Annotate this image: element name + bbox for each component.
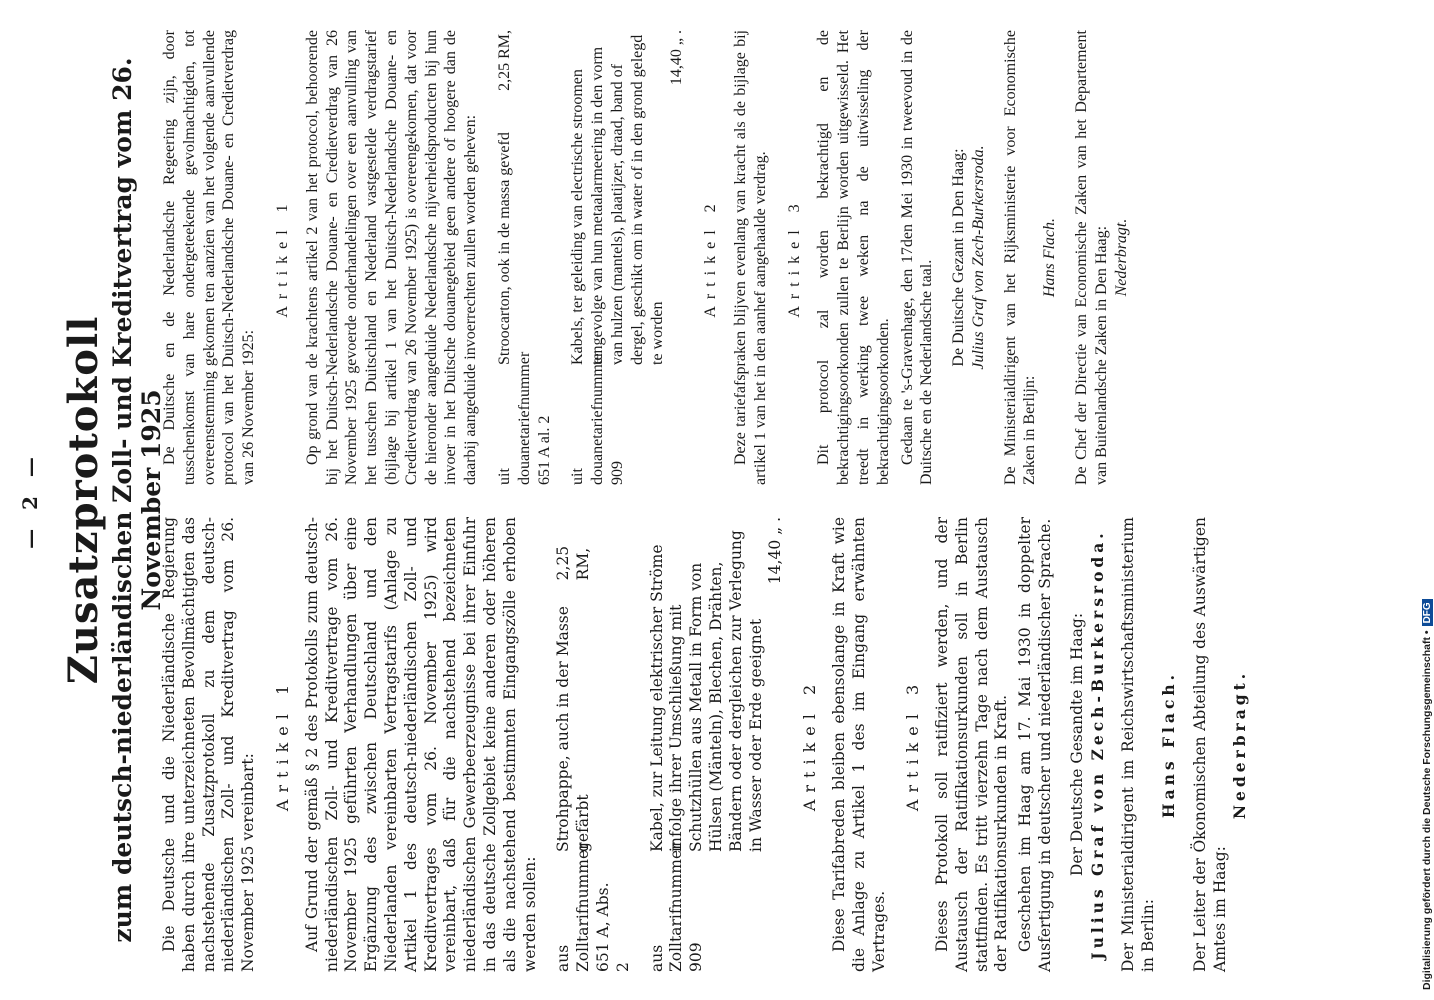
german-item-2-label: aus Zolltarifnummer 909 [647, 842, 706, 972]
german-sig-2-role: Der Ministerialdirigent im Reichswirtschaftsministerium in Berlin: [1119, 517, 1158, 972]
dfg-logo: DFG [1422, 599, 1433, 626]
dutch-sig-2-role: De Ministerialdirigent van het Rijksministerie voor Economische Zaken in Berlijn: [1001, 30, 1039, 485]
dutch-article-1-heading: Artikel 1 [273, 197, 291, 318]
dutch-signature-1 [949, 30, 989, 485]
dutch-article-3-heading: Artikel 3 [785, 197, 803, 318]
german-article-2-heading: Artikel 2 [800, 677, 820, 812]
dfg-funding-text: Digitalisierung gefördert durch die Deutsche Forschungsgemeinschaft • [1421, 630, 1433, 990]
german-article-1-text: Auf Grund der gemäß § 2 des Protokolls zum deutsch-niederländischen Zoll- und Kreditvertrage vom 26. November 1925 geführten Verhandlungen über eine Ergänzung des zwischen Deutschland und den Niederlanden vereinbarten Vertragstarifs (Anlage zu Artikel 1 des deutsch-niederländischen Zoll- und Kreditvertrages vom 26. November 1925) wird vereinbart, daß für die nachstehend bezeichneten niederländischen Gewerbeerzeugnisse bei ihrer Einfuhr in das deutsche Zollgebiet keine anderen oder höheren als die nachstehend bestimmten Eingangszölle erhoben werden sollen: [302, 517, 539, 972]
dutch-sig-1-name: Julius Graf von Zech-Burkersroda. [969, 145, 987, 370]
dutch-sig-3-role: De Chef der Directie van Economische Zaken van het Departement van Buitenlandsche Zaken in Den Haag: [1073, 30, 1110, 485]
dutch-item-2-label: uit douanetariefnummer 909 [569, 351, 626, 485]
german-column [160, 517, 1250, 972]
dutch-sig-1-role: De Duitsche Gezant in Den Haag: [950, 148, 968, 367]
document-title: Zusatzprotokoll [60, 315, 107, 685]
german-article-3-text-1: Dieses Protokoll soll ratifiziert werden, und der Austausch der Ratifikationsurkunden soll in Berlin stattfinden. Es tritt vierzehn Tage nach dem Austausch der Ratifikationsurkunden in Kraft. [933, 517, 1011, 972]
german-sig-1-role: Der Deutsche Gesandte im Haag: [1067, 612, 1086, 877]
german-signature-2 [1119, 517, 1178, 972]
page-number: — 2 — [18, 451, 42, 549]
german-sig-3-name: Nederbragt. [1230, 669, 1250, 820]
dutch-article-1-text: Op grond van de krachtens artikel 2 van het protocol, behoorende bij het Duitsch-Nederlandsche Douane- en Credietverdrag van 26 November 1925 gevoerde onderhandelingen over een aanvulling van het tusschen Duitschland en Nederland vastgestelde verdragstarief (bijlage bij artikel 1 van het Duitsch-Nederlandsche Douane- en Credietverdrag van 26 November 1925) is overeengekomen, dat voor de hieronder aangeduide Nederlandsche nijverheidsproducten bij hun invoer in het Duitsche douanegebied geen andere of hoogere dan de daarbij aangeduide invoerrechten zullen worden geheven: [303, 30, 480, 485]
german-tariff-item-1 [554, 517, 633, 972]
dutch-article-2-text: Deze tariefafspraken blijven evenlang van kracht als de bijlage bij artikel 1 van het in den aanhef aangehaalde verdrag. [731, 30, 769, 485]
german-item-1-label: aus Zolltarifnummer 651 A, Abs. 2 [554, 842, 632, 972]
dutch-intro: De Duitsche en de Nederlandsche Regeering zijn, door tusschenkomst van hare ondergeteekende gevolmachtigden, tot overeenstemming gekomen ten aanzien van het volgende aanvullende protocol van het Duitsch-Nederlandsche Douane- en Credietverdrag van 26 November 1925: [161, 30, 258, 485]
german-item-2-desc: Kabel, zur Leitung elektrischer Ströme infolge ihrer Umschließung mit Schutzhüllen aus Metall in Form von Hülsen (Mänteln), Blechen, Drähten, Bändern oder dergleichen zur Verlegung in Wasser oder Erde geeignet [647, 530, 765, 852]
dutch-item-1-label: uit douanetariefnummer 651 A al. 2 [495, 351, 553, 485]
german-item-1-desc: Strohpappe, auch in der Masse gefärbt [554, 606, 593, 852]
dutch-item-1-duty: 2,25 RM, [495, 30, 513, 91]
dutch-article-2-heading: Artikel 2 [702, 197, 720, 318]
dutch-article-3-text-2: Gedaan te 's-Gravenhage, den 17den Mei 1930 in tweevoud in de Duitsche en de Nederlandsche taal. [898, 30, 936, 485]
dutch-signature-2 [1001, 30, 1060, 485]
german-article-1-heading: Artikel 1 [272, 677, 292, 812]
dutch-sig-2-name: Hans Flach. [1041, 217, 1059, 298]
german-item-2-duty: 14,40 „ . [766, 517, 785, 585]
dutch-item-2-duty: 14,40 „ . [668, 30, 686, 86]
german-article-3-text-2: Geschehen im Haag am 17. Mai 1930 in doppelter Ausfertigung in deutscher und niederländischer Sprache. [1016, 517, 1055, 972]
dutch-tariff-item-1 [495, 30, 554, 485]
dfg-funding-sidebar [1414, 0, 1434, 1000]
german-signature-1 [1068, 517, 1108, 972]
document-subtitle: zum deutsch-niederländischen Zoll- und Kreditvertrag vom 26. November 1925 [108, 57, 166, 943]
dutch-item-2-desc: Kabels, ter geleiding van electrische stroomen tengevolge van hun metaalarmeering in den vorm van hulzen (mantels), plaatijzer, draad, band of dergel, geschikt om in water of in den grond gelegd te worden [569, 34, 666, 365]
german-article-3-heading: Artikel 3 [903, 677, 923, 812]
german-intro: Die Deutsche und die Niederländische Regierung haben durch ihre unterzeichneten Bevollmächtigten das nachstehende Zusatzprotokoll zu dem deutsch-niederländischen Zoll- und Kreditvertrag vom 26. November 1925 vereinbart: [160, 517, 258, 972]
german-sig-2-name: Hans Flach. [1159, 670, 1179, 819]
dutch-article-3-text-1: Dit protocol zal worden bekrachtigd en de bekrachtigingsoorkonden zullen te Berlijn worden uitgewisseld. Het treedt in werking twee weken na de uitwisseling der bekrachtigingsoorkonden. [815, 30, 892, 485]
german-sig-3-role: Der Leiter der Ökonomischen Abteilung des Auswärtigen Amtes im Haag: [1190, 517, 1229, 972]
dutch-signature-3 [1072, 30, 1131, 485]
dutch-item-1-desc: Stroocarton, ook in de massa gevefd [495, 132, 513, 365]
german-tariff-item-2 [648, 517, 787, 972]
german-article-2-text: Diese Tarifabreden bleiben ebensolange in Kraft wie die Anlage zu Artikel 1 des im Eingang erwähnten Vertrages. [829, 517, 888, 972]
german-sig-1-name: Julius Graf von Zech-Burkersroda. [1087, 529, 1107, 960]
dutch-tariff-item-2 [568, 30, 687, 485]
dutch-column [160, 30, 1131, 485]
german-signature-3 [1191, 517, 1250, 972]
dutch-sig-3-name: Nederbragt. [1112, 218, 1130, 297]
german-item-1-duty: 2,25 RM, [554, 545, 593, 581]
